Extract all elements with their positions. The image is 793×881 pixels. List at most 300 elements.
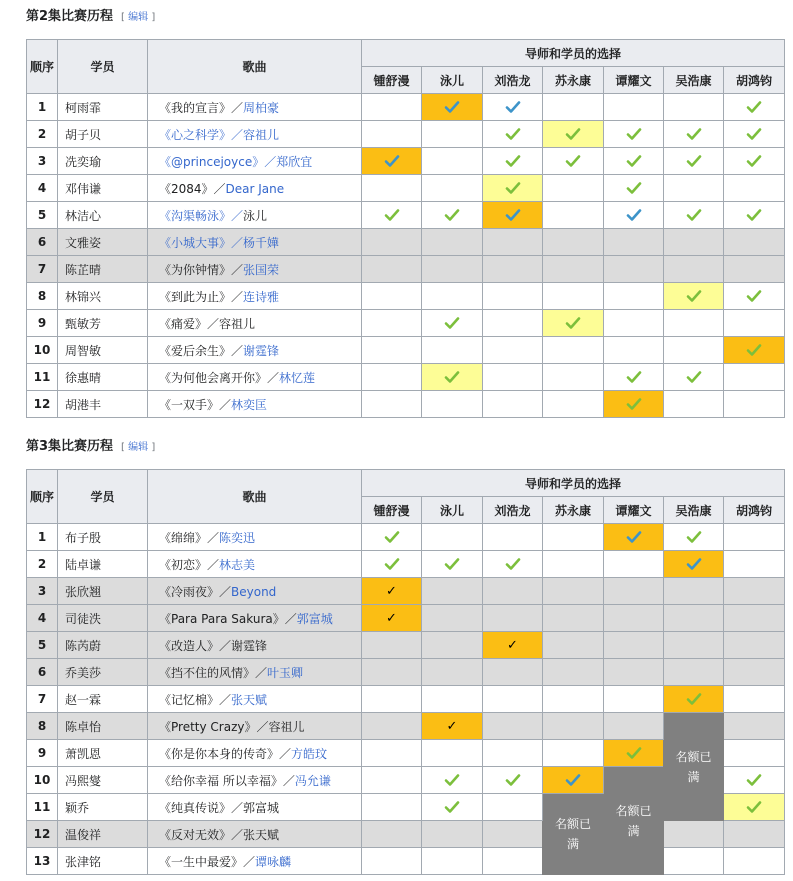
choice-cell (724, 364, 785, 391)
choice-cell (543, 578, 604, 605)
row-number: 5 (27, 202, 58, 229)
singer-name[interactable]: 方皓玟 (291, 746, 328, 761)
song-cell (148, 283, 362, 310)
choice-cell (543, 229, 604, 256)
row-number: 3 (27, 578, 58, 605)
song-cell (148, 740, 362, 767)
song-title: 《挡不住的风情》／ (159, 665, 268, 680)
choice-cell (664, 256, 724, 283)
choice-cell (543, 391, 604, 418)
tick-icon: ✓ (386, 583, 397, 599)
row-number: 2 (27, 551, 58, 578)
tick-icon: ✓ (386, 610, 397, 626)
choice-cell (664, 121, 724, 148)
choice-cell (483, 310, 543, 337)
choice-cell (543, 686, 604, 713)
choice-cell (422, 605, 483, 632)
check-icon (565, 773, 581, 787)
student-name: 张欣翘 (58, 578, 148, 605)
choice-cell (483, 283, 543, 310)
choice-cell (724, 148, 785, 175)
student-name: 徐惠晴 (58, 364, 148, 391)
row-number: 4 (27, 605, 58, 632)
choice-cell (543, 364, 604, 391)
table-row (27, 821, 785, 848)
choice-cell (724, 848, 785, 875)
check-icon (505, 181, 521, 195)
choice-cell (422, 821, 483, 848)
row-number: 1 (27, 524, 58, 551)
choice-cell (664, 551, 724, 578)
header-choice: 导师和学员的选择 (362, 40, 785, 67)
row-number: 13 (27, 848, 58, 875)
table-row (27, 713, 785, 740)
choice-cell (604, 578, 664, 605)
choice-cell (483, 767, 543, 794)
check-icon (505, 127, 521, 141)
choice-cell (724, 578, 785, 605)
choice-cell (422, 364, 483, 391)
edit-link[interactable]: [ 编辑 ] (121, 12, 156, 23)
choice-cell (362, 202, 422, 229)
section-title (26, 8, 784, 26)
check-icon (505, 208, 521, 222)
choice-cell (543, 551, 604, 578)
choice-cell (422, 202, 483, 229)
student-name: 林洁心 (58, 202, 148, 229)
check-icon (686, 289, 702, 303)
choice-cell (483, 578, 543, 605)
check-icon (626, 746, 642, 760)
quota-full-cell (543, 794, 604, 875)
check-icon (746, 208, 762, 222)
check-icon (505, 154, 521, 168)
row-number: 7 (27, 256, 58, 283)
choice-cell (362, 686, 422, 713)
choice-cell (483, 605, 543, 632)
header-tutor: 苏永康 (543, 497, 604, 524)
song-title: 《给你幸福 所以幸福》／ (159, 773, 295, 788)
choice-cell (543, 632, 604, 659)
check-icon (686, 530, 702, 544)
choice-cell (483, 524, 543, 551)
tick-icon: ✓ (446, 718, 458, 734)
header-song: 歌曲 (148, 40, 362, 94)
choice-cell (604, 148, 664, 175)
choice-cell (543, 337, 604, 364)
check-icon (686, 154, 702, 168)
choice-cell (664, 202, 724, 229)
choice-cell (483, 659, 543, 686)
choice-cell (604, 713, 664, 740)
table-row (27, 337, 785, 364)
table-row (27, 148, 785, 175)
singer-name[interactable]: 谢霆锋 (243, 343, 280, 358)
choice-cell (724, 740, 785, 767)
row-number: 6 (27, 659, 58, 686)
choice-cell (604, 94, 664, 121)
choice-cell (543, 713, 604, 740)
song-title: 《纯真传说》／ (159, 800, 244, 815)
choice-cell (483, 121, 543, 148)
choice-cell (604, 121, 664, 148)
check-icon (384, 557, 400, 571)
song-cell (148, 256, 362, 283)
choice-cell (362, 310, 422, 337)
student-name: 冼奕瑜 (58, 148, 148, 175)
choice-cell (664, 337, 724, 364)
header-tutor: 吴浩康 (664, 67, 724, 94)
table-row (27, 605, 785, 632)
choice-cell (422, 121, 483, 148)
choice-cell (362, 821, 422, 848)
choice-cell (483, 148, 543, 175)
singer-name[interactable]: 郑欣宜 (276, 154, 313, 169)
choice-cell (664, 175, 724, 202)
row-number: 6 (27, 229, 58, 256)
table-row (27, 364, 785, 391)
check-icon (444, 773, 460, 787)
choice-cell (724, 175, 785, 202)
row-number: 5 (27, 632, 58, 659)
check-icon (565, 154, 581, 168)
choice-cell (724, 229, 785, 256)
choice-cell (543, 767, 604, 794)
student-name: 陆卓谦 (58, 551, 148, 578)
row-number: 11 (27, 794, 58, 821)
quota-full-cell (664, 713, 724, 821)
choice-cell (362, 524, 422, 551)
row-number: 8 (27, 713, 58, 740)
choice-cell (422, 659, 483, 686)
song-title: 《记忆棉》／ (159, 692, 232, 707)
choice-cell (604, 364, 664, 391)
choice-cell (724, 256, 785, 283)
episode-2-table (26, 39, 785, 418)
row-number: 10 (27, 767, 58, 794)
choice-cell (362, 740, 422, 767)
student-name: 邓伟谦 (58, 175, 148, 202)
choice-cell (362, 794, 422, 821)
song-cell (148, 659, 362, 686)
choice-cell (543, 148, 604, 175)
student-name: 温俊祥 (58, 821, 148, 848)
song-cell (148, 391, 362, 418)
header-tutor: 泳儿 (422, 67, 483, 94)
choice-cell (724, 391, 785, 418)
choice-cell (422, 632, 483, 659)
episode-3-table (26, 469, 785, 875)
choice-cell (483, 391, 543, 418)
song-cell (148, 229, 362, 256)
check-icon (746, 289, 762, 303)
episode-3-section (26, 438, 784, 869)
check-icon (505, 773, 521, 787)
table-row (27, 524, 785, 551)
choice-cell (362, 256, 422, 283)
singer-name[interactable]: 容祖儿 (243, 127, 280, 142)
row-number: 11 (27, 364, 58, 391)
choice-cell (543, 659, 604, 686)
choice-cell (543, 310, 604, 337)
student-name: 林锦兴 (58, 283, 148, 310)
song-title: 《冷雨夜》／ (159, 584, 232, 599)
singer-name[interactable]: 杨千嬅 (243, 235, 280, 250)
song-title: 《Para Para Sakura》／ (159, 611, 297, 626)
choice-cell (724, 767, 785, 794)
choice-cell (724, 551, 785, 578)
choice-cell (664, 578, 724, 605)
singer-name[interactable]: Dear Jane (225, 181, 285, 196)
choice-cell (604, 686, 664, 713)
student-name: 乔美莎 (58, 659, 148, 686)
row-number: 10 (27, 337, 58, 364)
song-title[interactable]: 《@princejoyce》／ (159, 154, 277, 169)
singer-name[interactable]: 周柏豪 (243, 100, 280, 115)
song-cell (148, 713, 362, 740)
row-number: 2 (27, 121, 58, 148)
student-name: 布子殷 (58, 524, 148, 551)
singer-name[interactable]: 林忆莲 (279, 370, 316, 385)
choice-cell (362, 391, 422, 418)
header-student: 学员 (58, 470, 148, 524)
choice-cell (664, 229, 724, 256)
song-cell (148, 578, 362, 605)
choice-cell (422, 256, 483, 283)
quota-full-cell (604, 767, 664, 875)
choice-cell (604, 202, 664, 229)
check-icon (746, 100, 762, 114)
header-tutor: 锺舒漫 (362, 67, 422, 94)
song-title: 《改造人》／ (159, 638, 232, 653)
tick-icon: ✓ (507, 637, 518, 653)
check-icon (444, 100, 460, 114)
choice-cell (724, 337, 785, 364)
check-icon (384, 530, 400, 544)
choice-cell (362, 578, 422, 605)
row-number: 12 (27, 391, 58, 418)
choice-cell (664, 524, 724, 551)
quota-full-label: 名额已满 (554, 817, 591, 851)
check-icon (565, 316, 581, 330)
header-tutor: 刘浩龙 (483, 67, 543, 94)
choice-cell (422, 391, 483, 418)
choice-cell (724, 632, 785, 659)
choice-cell (664, 605, 724, 632)
choice-cell (422, 848, 483, 875)
check-icon (686, 692, 702, 706)
row-number: 3 (27, 148, 58, 175)
choice-cell (422, 578, 483, 605)
check-icon (626, 370, 642, 384)
choice-cell (664, 821, 724, 848)
choice-cell (422, 94, 483, 121)
song-title: 《你是你本身的传奇》／ (159, 746, 292, 761)
check-icon (746, 154, 762, 168)
song-title: 《到此为止》／ (159, 289, 244, 304)
choice-cell (664, 94, 724, 121)
choice-cell (724, 605, 785, 632)
choice-cell (604, 256, 664, 283)
song-cell (148, 310, 362, 337)
song-title: 《2084》／ (159, 181, 226, 196)
student-name: 文雅姿 (58, 229, 148, 256)
table-row (27, 659, 785, 686)
header-tutor: 苏永康 (543, 67, 604, 94)
singer-name: 谢霆锋 (231, 638, 268, 653)
table-row (27, 229, 785, 256)
singer-name: 郭富城 (243, 800, 280, 815)
student-name: 胡子贝 (58, 121, 148, 148)
header-tutor: 胡鸿钧 (724, 67, 785, 94)
choice-cell (543, 524, 604, 551)
singer-name[interactable]: 陈奕迅 (219, 530, 256, 545)
choice-cell (362, 364, 422, 391)
choice-cell (604, 740, 664, 767)
choice-cell (724, 713, 785, 740)
singer-name[interactable]: 林奕匡 (231, 397, 268, 412)
check-icon (384, 154, 400, 168)
choice-cell (362, 337, 422, 364)
choice-cell (604, 605, 664, 632)
choice-cell (422, 551, 483, 578)
table-row (27, 283, 785, 310)
table-row (27, 94, 785, 121)
choice-cell (362, 229, 422, 256)
song-title: 《Pretty Crazy》／ (159, 719, 269, 734)
choice-cell (664, 148, 724, 175)
choice-cell (422, 175, 483, 202)
song-cell (148, 364, 362, 391)
choice-cell (483, 848, 543, 875)
choice-cell (483, 202, 543, 229)
choice-cell (422, 310, 483, 337)
choice-cell (604, 310, 664, 337)
section-heading: 第2集比赛历程 (26, 9, 114, 24)
check-icon (505, 100, 521, 114)
singer-name: 容祖儿 (219, 316, 256, 331)
student-name: 萧凯恩 (58, 740, 148, 767)
check-icon (686, 208, 702, 222)
singer-name[interactable]: Beyond (231, 584, 277, 599)
check-icon (626, 127, 642, 141)
song-cell (148, 848, 362, 875)
singer-name: 容祖儿 (268, 719, 305, 734)
choice-cell (483, 740, 543, 767)
choice-cell (483, 551, 543, 578)
choice-cell (422, 148, 483, 175)
check-icon (444, 557, 460, 571)
choice-cell (483, 175, 543, 202)
choice-cell (664, 659, 724, 686)
check-icon (626, 154, 642, 168)
singer-name[interactable]: 林志美 (219, 557, 256, 572)
choice-cell (664, 848, 724, 875)
singer-name[interactable]: 叶玉卿 (267, 665, 304, 680)
row-number: 8 (27, 283, 58, 310)
singer-name[interactable]: 冯允谦 (294, 773, 331, 788)
student-name: 赵一霖 (58, 686, 148, 713)
choice-cell (543, 202, 604, 229)
header-tutor: 刘浩龙 (483, 497, 543, 524)
table-row (27, 121, 785, 148)
table-row (27, 632, 785, 659)
choice-cell (362, 175, 422, 202)
singer-name[interactable]: 连诗雅 (243, 289, 280, 304)
check-icon (444, 370, 460, 384)
choice-cell (604, 175, 664, 202)
singer-name[interactable]: 张天赋 (231, 692, 268, 707)
singer-name[interactable]: 谭咏麟 (255, 854, 292, 869)
header-choice: 导师和学员的选择 (362, 470, 785, 497)
choice-cell (362, 713, 422, 740)
check-icon (686, 370, 702, 384)
choice-cell (422, 524, 483, 551)
choice-cell (604, 632, 664, 659)
song-cell (148, 632, 362, 659)
check-icon (384, 208, 400, 222)
choice-cell (483, 821, 543, 848)
check-icon (746, 343, 762, 357)
check-icon (505, 557, 521, 571)
choice-cell (543, 94, 604, 121)
choice-cell (543, 605, 604, 632)
singer-name[interactable]: 张国荣 (243, 262, 280, 277)
table-row (27, 848, 785, 875)
choice-cell (422, 229, 483, 256)
student-name: 胡港丰 (58, 391, 148, 418)
song-cell (148, 686, 362, 713)
check-icon (746, 127, 762, 141)
edit-link[interactable]: [ 编辑 ] (121, 442, 156, 453)
song-cell (148, 794, 362, 821)
song-title[interactable]: 《小城大事》／ (159, 235, 244, 250)
table-row (27, 578, 785, 605)
student-name: 陈芷晴 (58, 256, 148, 283)
student-name: 周智敏 (58, 337, 148, 364)
quota-full-label: 名额已满 (615, 803, 652, 838)
choice-cell (422, 794, 483, 821)
song-cell (148, 202, 362, 229)
choice-cell (362, 659, 422, 686)
header-tutor: 谭耀文 (604, 67, 664, 94)
choice-cell (543, 283, 604, 310)
singer-name[interactable]: 郭富城 (296, 611, 333, 626)
choice-cell (664, 686, 724, 713)
check-icon (565, 127, 581, 141)
song-cell (148, 148, 362, 175)
song-title: 《一生中最爱》／ (159, 854, 256, 869)
song-title: 《为你钟情》／ (159, 262, 244, 277)
row-number: 12 (27, 821, 58, 848)
header-student: 学员 (58, 40, 148, 94)
song-cell (148, 821, 362, 848)
choice-cell (483, 686, 543, 713)
choice-cell (724, 94, 785, 121)
song-title[interactable]: 《心之科学》／ (159, 127, 244, 142)
table-row (27, 310, 785, 337)
header-tutor: 谭耀文 (604, 497, 664, 524)
song-title[interactable]: 《沟渠畅泳》／ (159, 208, 244, 223)
choice-cell (604, 229, 664, 256)
choice-cell (724, 121, 785, 148)
choice-cell (664, 310, 724, 337)
choice-cell (543, 740, 604, 767)
check-icon (444, 800, 460, 814)
header-tutor: 胡鸿钧 (724, 497, 785, 524)
choice-cell (543, 121, 604, 148)
choice-cell (724, 202, 785, 229)
